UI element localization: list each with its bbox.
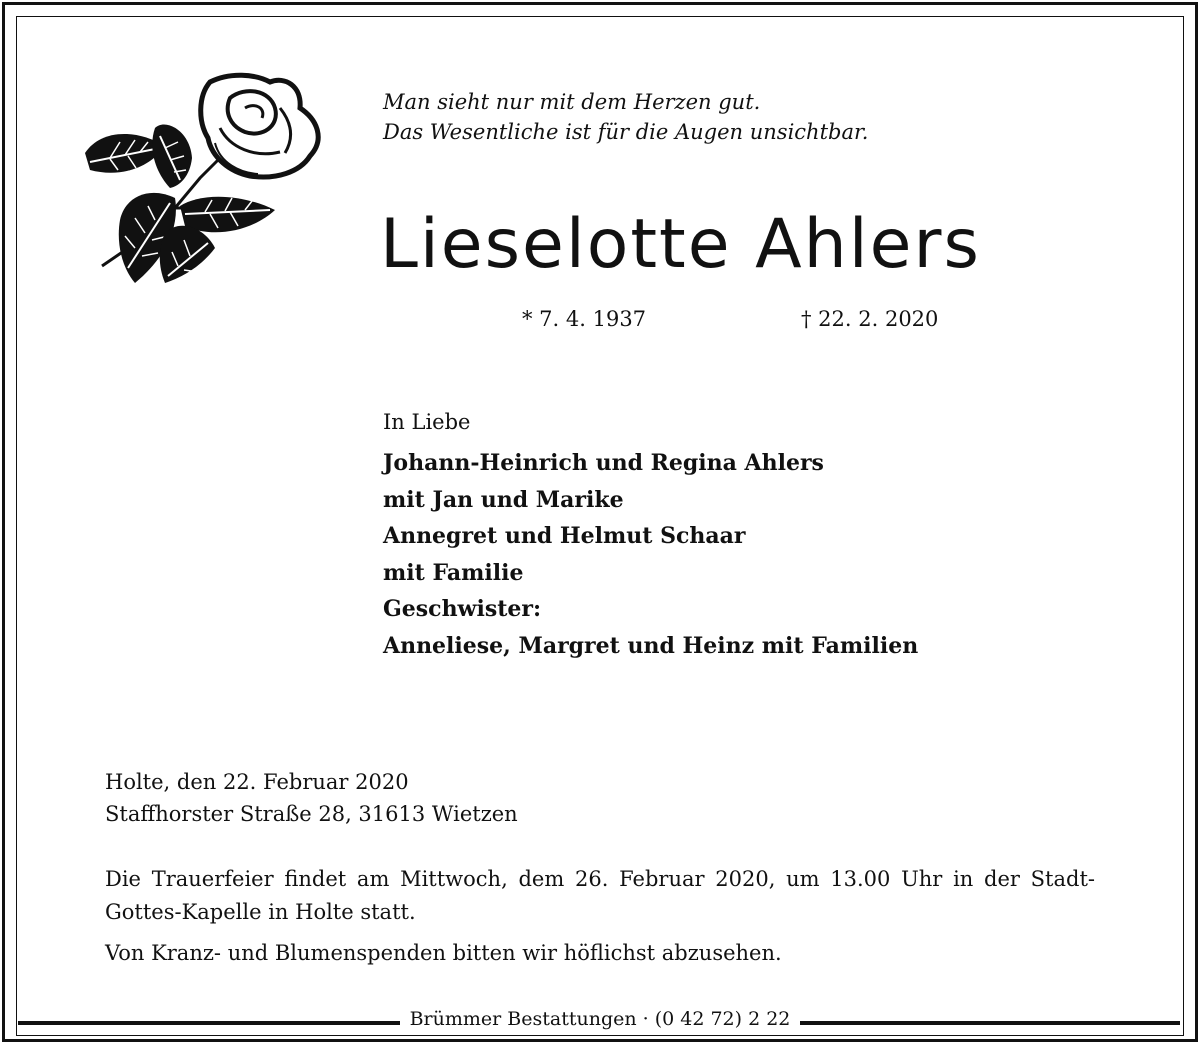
mourners-intro: In Liebe xyxy=(383,410,471,434)
address: Staffhorster Straße 28, 31613 Wietzen xyxy=(105,802,518,826)
mourner-line: mit Familie xyxy=(383,559,524,586)
place-date: Holte, den 22. Februar 2020 xyxy=(105,770,409,794)
mourner-line: Annegret und Helmut Schaar xyxy=(383,523,746,549)
deceased-name: Lieselotte Ahlers xyxy=(380,205,981,284)
mourner-line: mit Jan und Marike xyxy=(383,486,624,513)
mourners-list xyxy=(383,445,918,664)
mourner-line: Geschwister: xyxy=(383,596,542,622)
birth-date: * 7. 4. 1937 xyxy=(522,307,647,331)
rose-icon xyxy=(80,68,330,288)
mourner-line: Anneliese, Margret und Heinz mit Familien xyxy=(383,632,919,659)
ceremony-notice: Die Trauerfeier findet am Mittwoch, dem 26. Februar 2020, um 13.00 Uhr in der Stadt-Gottes-Kapelle in Holte statt. xyxy=(105,867,1095,924)
footer-rule-right xyxy=(800,1021,1180,1025)
mourner-line: Johann-Heinrich und Regina Ahlers xyxy=(383,450,824,476)
quote xyxy=(383,87,868,147)
donation-notice: Von Kranz- und Blumenspenden bitten wir höflichst abzusehen. xyxy=(105,941,782,965)
location-block xyxy=(105,766,518,830)
quote-line-2: Das Wesentliche ist für die Augen unsichtbar. xyxy=(383,120,869,144)
death-date: † 22. 2. 2020 xyxy=(801,307,939,331)
quote-line-1: Man sieht nur mit dem Herzen gut. xyxy=(383,90,761,114)
undertaker-footer: Brümmer Bestattungen · (0 42 72) 2 22 xyxy=(400,1008,800,1030)
footer-rule-left xyxy=(18,1021,400,1025)
